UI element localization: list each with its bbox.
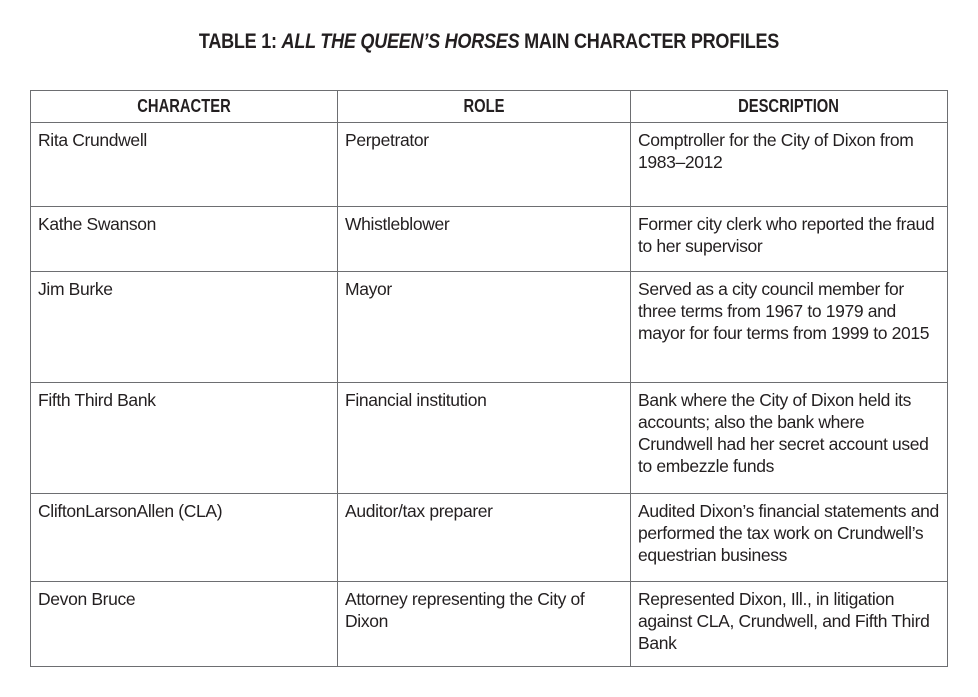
description-cell: Bank where the City of Dixon held its accounts; also the bank where Crundwell had her secret account used to embezzle funds (631, 383, 948, 494)
character-cell: Devon Bruce (31, 582, 338, 667)
character-cell: Rita Crundwell (31, 123, 338, 207)
role-cell: Mayor (338, 272, 631, 383)
character-cell: Jim Burke (31, 272, 338, 383)
title-prefix: TABLE 1: (198, 30, 282, 53)
table-row (31, 383, 948, 494)
role-cell: Attorney representing the City of Dixon (338, 582, 631, 667)
role-cell: Whistleblower (338, 207, 631, 272)
character-cell: Fifth Third Bank (31, 383, 338, 494)
table-row (31, 272, 948, 383)
table-row (31, 582, 948, 667)
title-suffix: MAIN CHARACTER PROFILES (519, 30, 780, 53)
header-role: ROLE (338, 91, 631, 123)
description-cell: Represented Dixon, Ill., in litigation against CLA, Crundwell, and Fifth Third Bank (631, 582, 948, 667)
description-cell: Audited Dixon’s financial statements and performed the tax work on Crundwell’s equestrian business (631, 494, 948, 582)
role-cell: Perpetrator (338, 123, 631, 207)
header-row (31, 91, 948, 123)
header-character: CHARACTER (31, 91, 338, 123)
character-cell: CliftonLarsonAllen (CLA) (31, 494, 338, 582)
description-cell: Comptroller for the City of Dixon from 1983–2012 (631, 123, 948, 207)
table-title (68, 30, 909, 54)
table-row (31, 207, 948, 272)
description-cell: Served as a city council member for three terms from 1967 to 1979 and mayor for four terms from 1999 to 2015 (631, 272, 948, 383)
description-cell: Former city clerk who reported the fraud to her supervisor (631, 207, 948, 272)
character-cell: Kathe Swanson (31, 207, 338, 272)
role-cell: Financial institution (338, 383, 631, 494)
header-description: DESCRIPTION (631, 91, 948, 123)
title-italic: ALL THE QUEEN’S HORSES (281, 30, 520, 53)
table-row (31, 494, 948, 582)
table-row (31, 123, 948, 207)
character-profiles-table (30, 90, 948, 667)
role-cell: Auditor/tax preparer (338, 494, 631, 582)
